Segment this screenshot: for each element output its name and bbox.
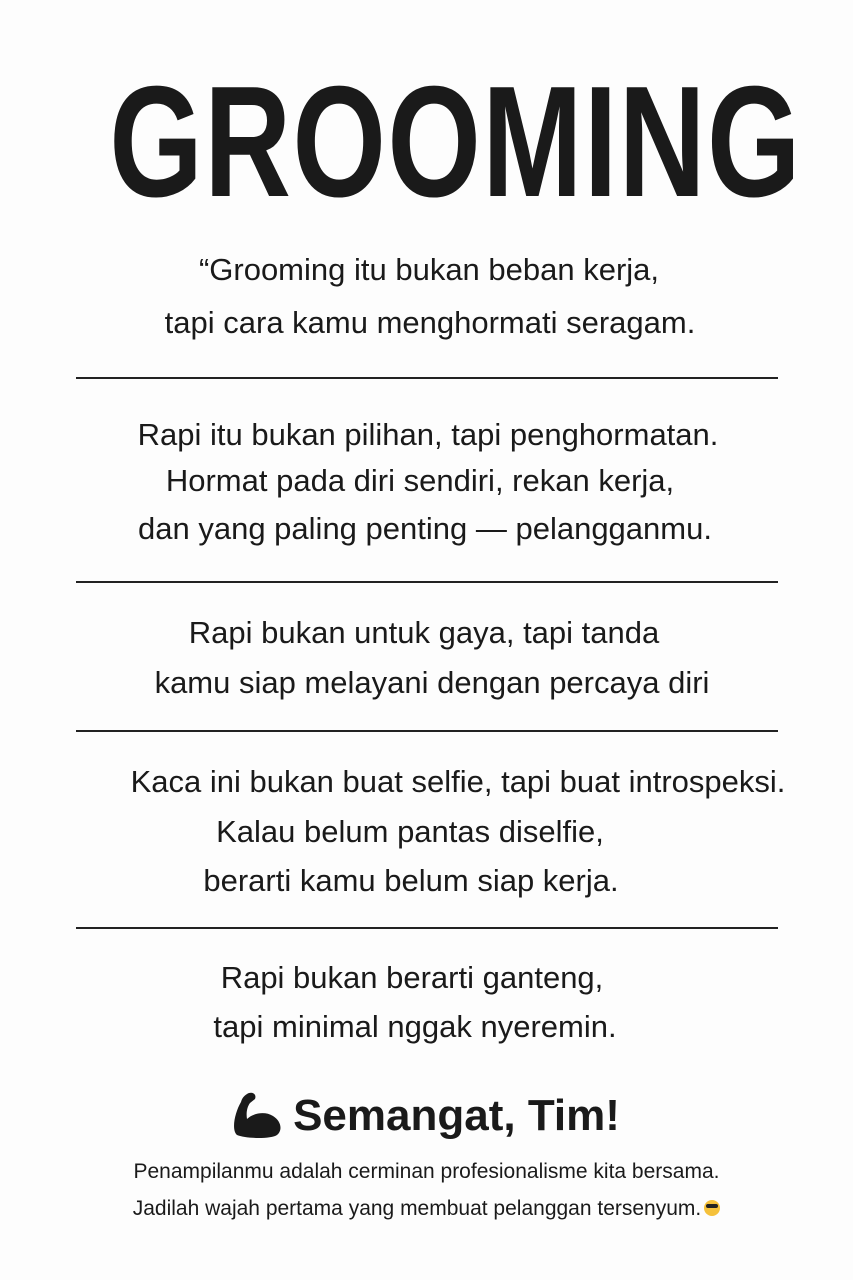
section-line: kamu siap melayani dengan percaya diri — [154, 665, 710, 700]
flexed-biceps-icon — [233, 1092, 283, 1138]
section-line: Rapi bukan berarti ganteng, — [220, 960, 604, 995]
divider — [76, 581, 778, 583]
section-line: Rapi itu bukan pilihan, tapi penghormatan. — [137, 417, 719, 452]
divider — [76, 927, 778, 929]
closing-heading: Semangat, Tim! — [0, 1088, 853, 1144]
section-line: Kaca ini bukan buat selfie, tapi buat introspeksi. — [130, 764, 786, 799]
smiling-face-with-sunglasses-icon — [704, 1200, 720, 1216]
section-line: dan yang paling penting — pelangganmu. — [138, 511, 712, 546]
section-line: Hormat pada diri sendiri, rekan kerja, — [165, 463, 675, 498]
section-line: tapi minimal nggak nyeremin. — [213, 1009, 617, 1044]
closing-line-2: Jadilah wajah pertama yang membuat pelanggan tersenyum. — [0, 1196, 853, 1222]
divider — [76, 730, 778, 732]
quote-line: “Grooming itu bukan beban kerja, — [198, 252, 660, 287]
poster-title: GROOMING — [109, 54, 802, 230]
section-line: berarti kamu belum siap kerja. — [203, 863, 619, 898]
section-line: Rapi bukan untuk gaya, tapi tanda — [188, 615, 660, 650]
closing-line: Penampilanmu adalah cerminan profesionalisme kita bersama. — [133, 1160, 720, 1183]
divider — [76, 377, 778, 379]
section-line: Kalau belum pantas diselfie, — [216, 814, 604, 849]
quote-line: tapi cara kamu menghormati seragam. — [164, 305, 696, 340]
